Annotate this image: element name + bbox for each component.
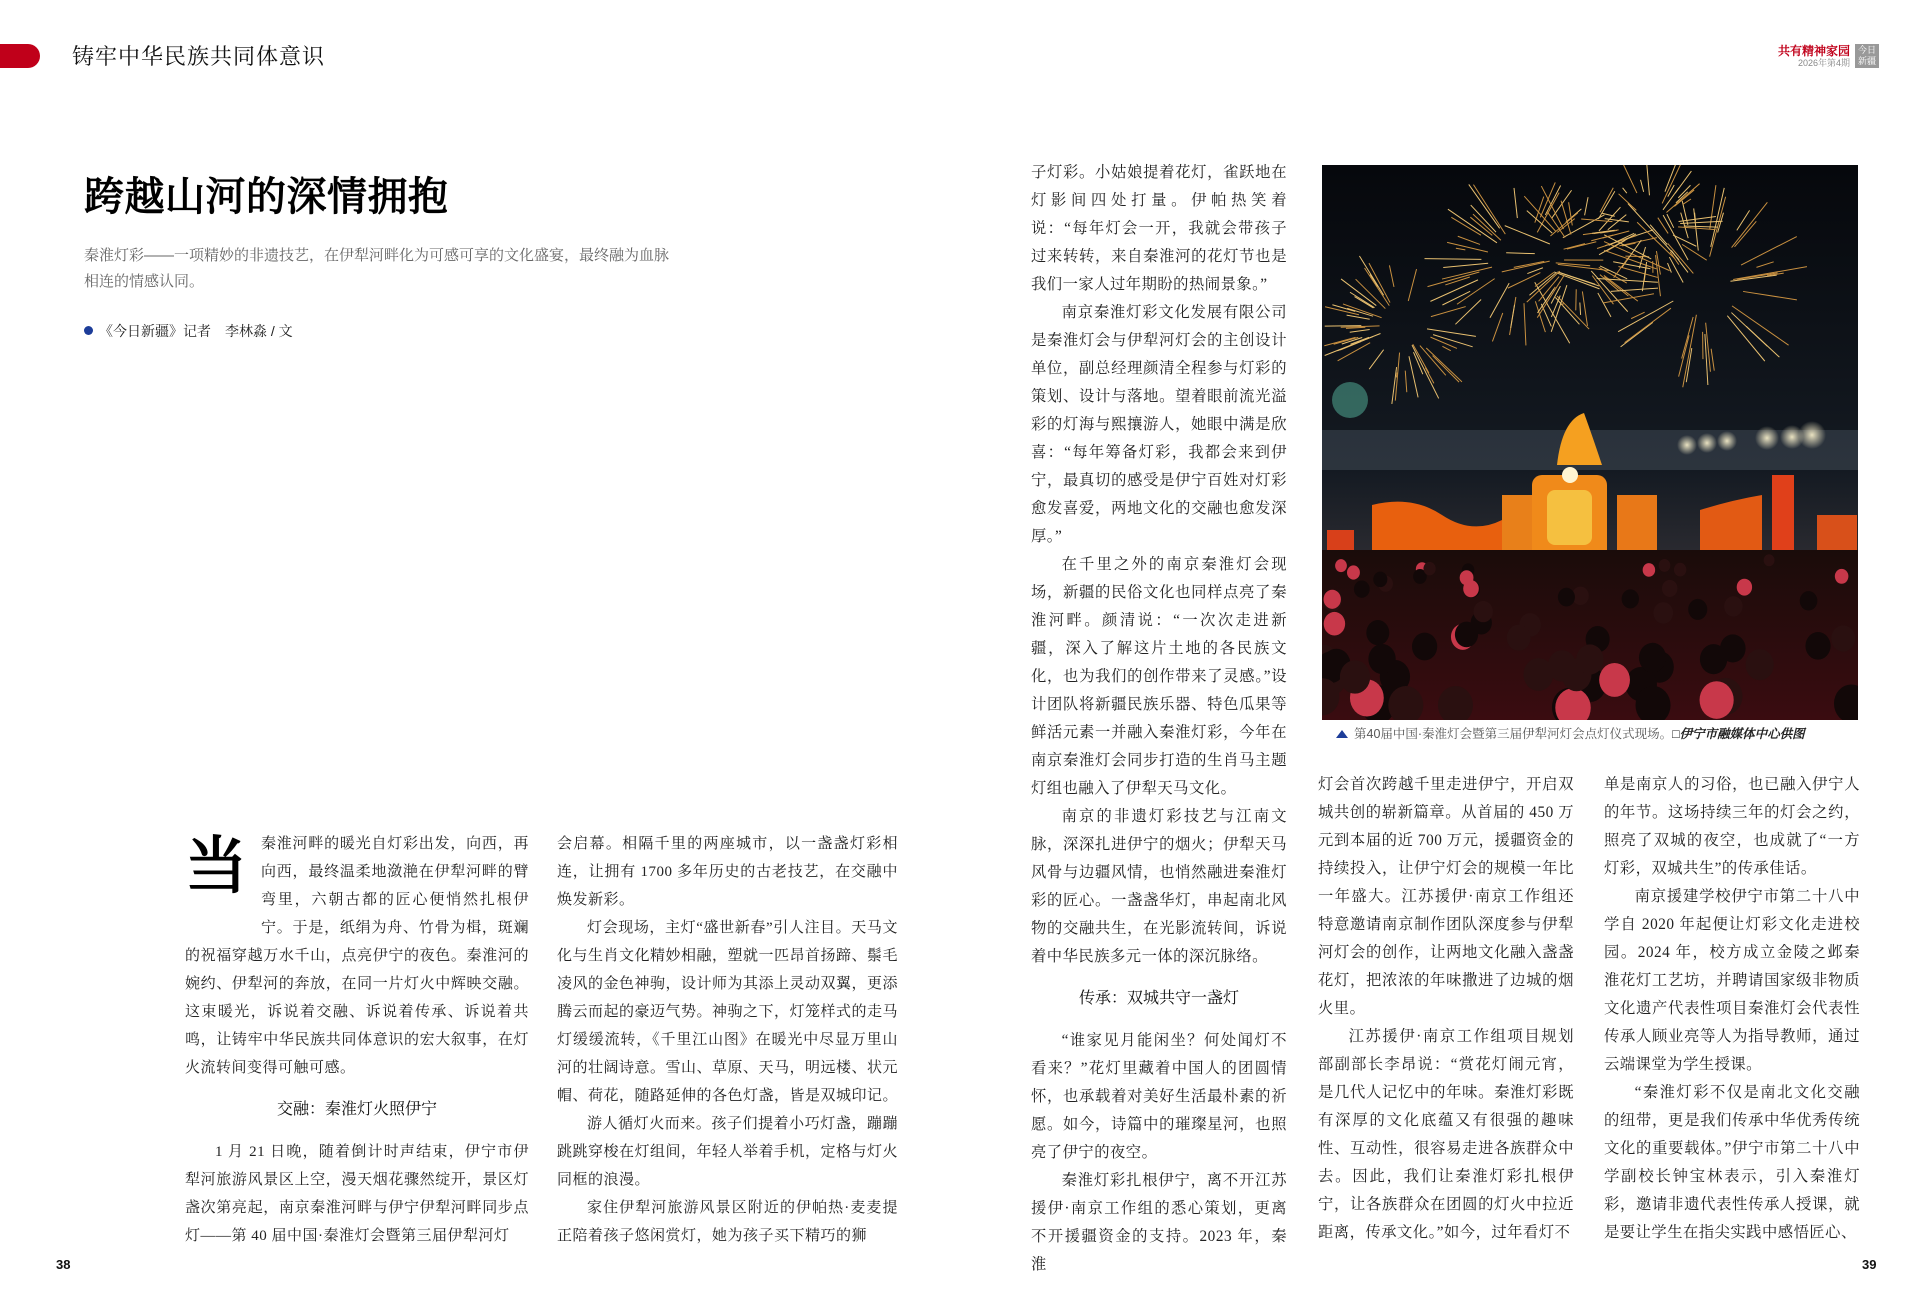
person-silhouette bbox=[1576, 644, 1603, 674]
paragraph: 南京的非遗灯彩技艺与江南文脉，深深扎进伊宁的烟火；伊犁天马风骨与边疆风情，也悄然融进秦淮灯彩的匠心。一盏盏华灯，串起南北风物的交融共生，在光影流转间，诉说着中华民族多元一体的深沉脉络。 bbox=[1031, 808, 1287, 965]
person-silhouette bbox=[1688, 599, 1707, 620]
paragraph: 在千里之外的南京秦淮灯会现场，新疆的民俗文化也同样点亮了秦淮河畔。颜清说：“一次次走进新疆，深入了解这片土地的各民族文化，也为我们的创作带来了灵感。”设计团队将新疆民族乐器、特色瓜果等鲜活元素一并融入秦淮灯彩，今年在南京秦淮灯会同步打造的生肖马主题灯组也融入了伊犁天马文化。 bbox=[1031, 556, 1287, 797]
person-silhouette bbox=[1653, 602, 1673, 624]
person-silhouette bbox=[1764, 554, 1775, 566]
article-title: 跨越山河的深情拥抱 bbox=[84, 175, 449, 219]
person-silhouette bbox=[1412, 633, 1437, 661]
paragraph: 游人循灯火而来。孩子们提着小巧灯盏，蹦蹦跳跳穿梭在灯组间，年轻人举着手机，定格与灯火同框的浪漫。 bbox=[557, 1116, 899, 1188]
section-heading: 传承：双城共守一盏灯 bbox=[1078, 990, 1239, 1007]
byline bbox=[84, 320, 293, 342]
paragraph: 江苏援伊·南京工作组项目规划部副部长李昂说：“赏花灯闹元宵，是几代人记忆中的年味。秦淮灯彩既有深厚的文化底蕴又有很强的趣味性、互动性，很容易走进各族群众中去。因此，我们让秦淮灯彩扎根伊宁，让各族群众在团圆的灯火中拉近距离，传承文化。”如今，过年看灯不 bbox=[1318, 1028, 1574, 1241]
person-silhouette bbox=[1373, 572, 1387, 587]
lantern-festival-photo bbox=[1322, 165, 1858, 720]
paragraph: 1 月 21 日晚，随着倒计时声结束，伊宁市伊犁河旅游风景区上空，漫天烟花骤然绽开，景区灯盏次第亮起，南京秦淮河畔与伊宁伊犁河畔同步点灯——第 40 届中国·秦淮灯会暨第三届伊犁河灯 bbox=[185, 1144, 529, 1244]
person-silhouette bbox=[1746, 649, 1774, 680]
photo-credit: □伊宁市融媒体中心供图 bbox=[1672, 727, 1805, 741]
person-silhouette bbox=[1473, 601, 1492, 622]
issue-number: 2026年第4期 bbox=[1797, 58, 1850, 68]
person-silhouette bbox=[1659, 559, 1671, 572]
person-silhouette bbox=[1366, 620, 1389, 645]
person-silhouette bbox=[1558, 588, 1575, 607]
triangle-up-icon bbox=[1336, 730, 1348, 738]
person-silhouette bbox=[1368, 644, 1395, 674]
person-silhouette bbox=[1463, 580, 1479, 597]
person-silhouette bbox=[1335, 559, 1347, 572]
paragraph: “谁家见月能闲坐？何处闻灯不看来？”花灯里藏着中国人的团圆情怀，也承载着对美好生活最朴素的祈愿。如今，诗篇中的璀璨星河，也照亮了伊宁的夜空。 bbox=[1031, 1032, 1287, 1161]
person-silhouette bbox=[1805, 632, 1830, 660]
person-silhouette bbox=[1835, 569, 1849, 584]
photo-caption bbox=[1336, 725, 1805, 743]
person-silhouette bbox=[1724, 596, 1743, 616]
section-title: 铸牢中华民族共同体意识 bbox=[72, 44, 326, 69]
firework-spark bbox=[1325, 326, 1362, 327]
person-silhouette bbox=[1423, 562, 1435, 575]
paragraph-text: 秦淮河畔的暖光自灯彩出发，向西，再向西，最终温柔地潋滟在伊犁河畔的臂弯里，六朝古都的匠心便悄然扎根伊宁。于是，纸绢为舟、竹骨为楫，斑斓的祝福穿越万水千山，点亮伊宁的夜色。秦淮河的婉约、伊犁河的奔放，在同一片灯火中辉映交融。这束暖光，诉说着交融、诉说着传承、诉说着共鸣，让铸牢中华民族共同体意识的宏大叙事，在灯火流转间变得可触可感。 bbox=[185, 836, 529, 1076]
article-column-1 bbox=[185, 830, 529, 1250]
magazine-logo: 今日 新疆 bbox=[1855, 44, 1879, 68]
paragraph: 家住伊犁河旅游风景区附近的伊帕热·麦麦提正陪着孩子悠闲赏灯，她为孩子买下精巧的狮 bbox=[557, 1200, 898, 1244]
person-silhouette bbox=[1324, 590, 1341, 609]
paragraph-continued: 子灯彩。小姑娘提着花灯，雀跃地在灯影间四处打量。伊帕热笑着说：“每年灯会一开，我就会带孩子过来转转，来自秦淮河的花灯节也是我们一家人过年期盼的热闹景象。” bbox=[1031, 164, 1287, 293]
person-silhouette bbox=[1507, 625, 1531, 651]
person-silhouette bbox=[1662, 580, 1678, 597]
person-silhouette bbox=[1347, 565, 1360, 579]
person-silhouette bbox=[1455, 622, 1478, 648]
person-silhouette bbox=[1599, 663, 1630, 697]
section-heading: 交融：秦淮灯火照伊宁 bbox=[276, 1101, 437, 1118]
paragraph: 南京援建学校伊宁市第二十八中学自 2020 年起便让灯彩文化走进校园。2024 年，校方成立金陵之邺秦淮花灯工艺坊，并聘请国家级非物质文化遗产代表性项目秦淮灯会代表性传承人顾业亮等人为指导教师，通过云端课堂为学生授课。 bbox=[1604, 888, 1860, 1073]
drop-cap: 当 bbox=[185, 833, 248, 901]
person-silhouette bbox=[1720, 634, 1746, 662]
brand-name: 共有精神家园 bbox=[1777, 44, 1850, 58]
paragraph: “秦淮灯彩不仅是南北文化交融的纽带，更是我们传承中华优秀传统文化的重要载体。”伊宁市第二十八中学副校长钟宝林表示，引入秦淮灯彩，邀请非遗代表性传承人授课，就是要让学生在指尖实践中感悟匠心、 bbox=[1604, 1084, 1860, 1241]
section-color-tab bbox=[0, 44, 40, 68]
paragraph: 秦淮灯彩扎根伊宁，离不开江苏援伊·南京工作组的悉心策划，更离不开援疆资金的支持。2023 年，秦淮 bbox=[1031, 1172, 1287, 1273]
article-column-2 bbox=[557, 830, 898, 1250]
person-silhouette bbox=[1548, 650, 1576, 681]
paragraph: 南京秦淮灯彩文化发展有限公司是秦淮灯会与伊犁河灯会的主创设计单位，副总经理颜清全程参与灯彩的策划、设计与落地。望着眼前流光溢彩的灯海与熙攘游人，她眼中满是欣喜：“每年筹备灯彩，我都会来到伊宁，最真切的感受是伊宁百姓对灯彩愈发喜爱，两地文化的交融也愈发深厚。” bbox=[1031, 304, 1287, 545]
article-column-3 bbox=[1031, 159, 1287, 1279]
person-silhouette bbox=[1674, 563, 1686, 577]
person-silhouette bbox=[1831, 625, 1855, 651]
person-silhouette bbox=[1737, 579, 1752, 596]
paragraph-continued: 单是南京人的习俗，也已融入伊宁人的年节。这场持续三年的灯会之约，照亮了双城的夜空，也成就了“一方灯彩，双城共生”的传承佳话。 bbox=[1604, 776, 1860, 877]
article-column-5 bbox=[1604, 771, 1860, 1247]
person-silhouette bbox=[1800, 591, 1818, 610]
byline-text: 《今日新疆》记者 李林淼 / 文 bbox=[99, 323, 293, 339]
magazine-brand bbox=[1768, 44, 1850, 69]
article-subtitle: 秦淮灯彩——一项精妙的非遗技艺，在伊犁河畔化为可感可享的文化盛宴，最终融为血脉相连的情感认同。 bbox=[84, 247, 670, 290]
firework-spark bbox=[1396, 373, 1397, 378]
person-silhouette bbox=[1622, 589, 1639, 608]
caption-text: 第40届中国·秦淮灯会暨第三届伊犁河灯会点灯仪式现场。 bbox=[1354, 727, 1673, 741]
person-silhouette bbox=[1700, 681, 1734, 719]
article-column-4 bbox=[1318, 771, 1574, 1247]
person-silhouette bbox=[1354, 580, 1370, 597]
person-silhouette bbox=[1639, 643, 1666, 673]
paragraph-continued: 会启幕。相隔千里的两座城市，以一盏盏灯彩相连，让拥有 1700 多年历史的古老技艺，在交融中焕发新彩。 bbox=[557, 836, 898, 908]
lead-paragraph bbox=[185, 830, 529, 1082]
bullet-dot-icon bbox=[84, 326, 93, 335]
paragraph: 灯会现场，主灯“盛世新春”引人注目。天马文化与生肖文化精妙相融，塑就一匹昂首扬蹄、鬃毛凌风的金色神驹，设计师为其添上灵动双翼，更添腾云而起的豪迈气势。神驹之下，灯笼样式的走马灯缓缓流转，《千里江山图》在暖光中尽显万里山河的壮阔诗意。雪山、草原、天马，明远楼、状元帽、荷花，随路延伸的各色灯盏，皆是双城印记。 bbox=[557, 920, 899, 1104]
page-number-right: 39 bbox=[1862, 1257, 1877, 1272]
person-silhouette bbox=[1643, 563, 1655, 577]
paragraph-continued: 灯会首次跨越千里走进伊宁，开启双城共创的崭新篇章。从首届的 450 万元到本届的近 700 万元，援疆资金的持续投入，让伊宁灯会的规模一年比一年盛大。江苏援伊·南京工作组还特意邀请南京制作团队深度参与伊犁河灯会的创作，让两地文化融入盏盏花灯，把浓浓的年味撒进了边城的烟火里。 bbox=[1318, 776, 1574, 1017]
person-silhouette bbox=[1324, 612, 1345, 636]
person-silhouette bbox=[1340, 660, 1370, 693]
lens-flare bbox=[1332, 382, 1368, 418]
page-number-left: 38 bbox=[56, 1257, 71, 1272]
